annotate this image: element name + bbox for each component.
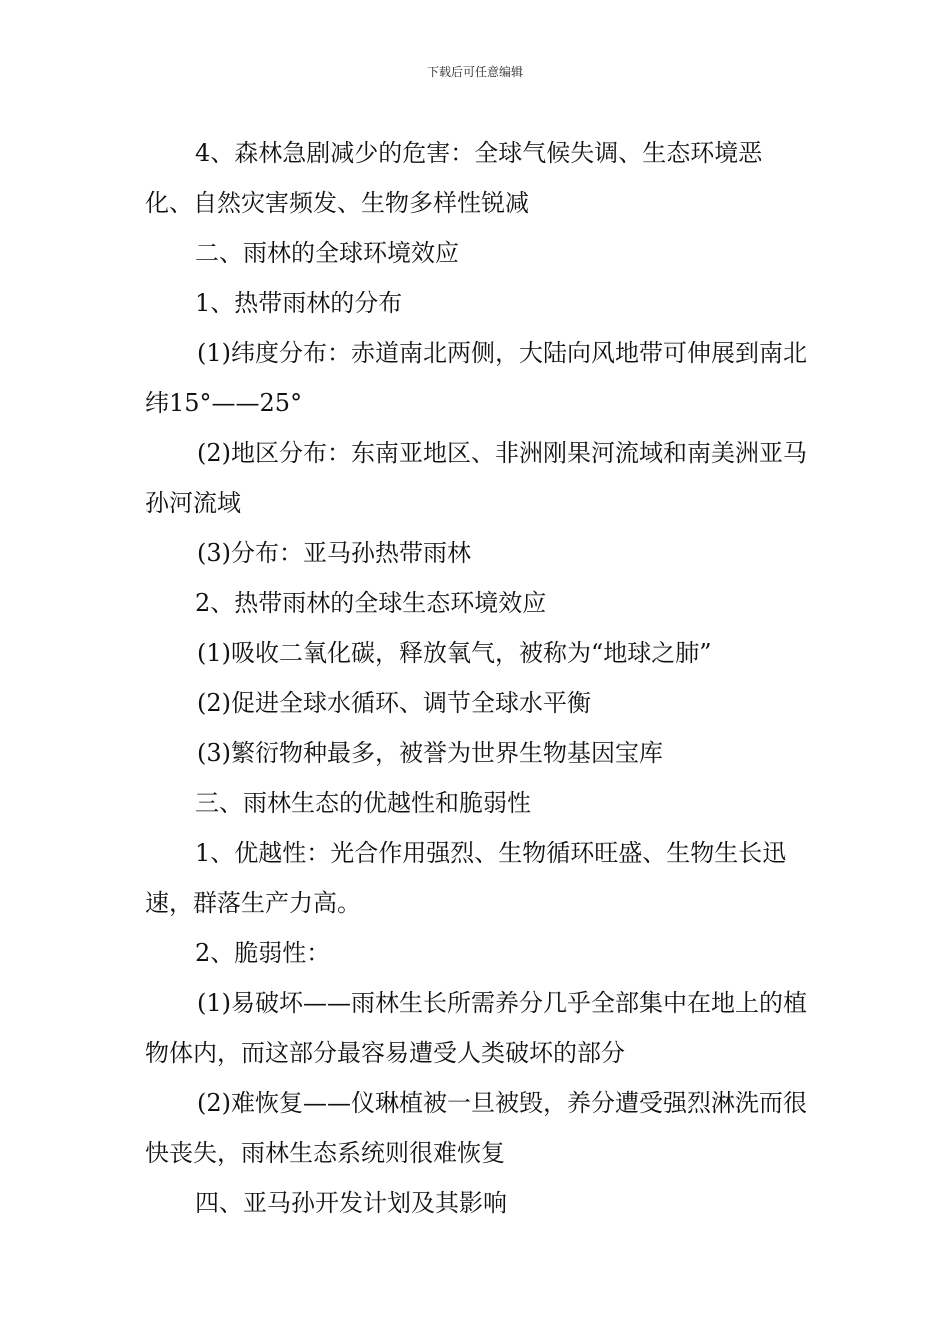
paragraph-absorb-co2: (1)吸收二氧化碳，释放氧气，被称为“地球之肺” bbox=[197, 639, 712, 667]
subheading-fragility: 2、脆弱性： bbox=[195, 939, 331, 967]
paragraph-latitude-distribution: (1)纬度分布：赤道南北两侧，大陆向风地带可伸展到南北纬15°——25° bbox=[145, 339, 807, 417]
subheading-eco-effect: 2、热带雨林的全球生态环境效应 bbox=[195, 589, 547, 617]
paragraph-forest-harm: 4、森林急剧减少的危害：全球气候失调、生态环境恶化、自然灾害频发、生物多样性锐减 bbox=[145, 139, 763, 217]
paragraph-species: (3)繁衍物种最多，被誉为世界生物基因宝库 bbox=[197, 739, 663, 767]
paragraph-superiority: 1、优越性：光合作用强烈、生物循环旺盛、生物生长迅速，群落生产力高。 bbox=[145, 839, 787, 917]
paragraph-region-distribution: (2)地区分布：东南亚地区、非洲刚果河流域和南美洲亚马孙河流域 bbox=[145, 439, 807, 517]
paragraph-hard-recover: (2)难恢复——仪琳植被一旦被毁，养分遭受强烈淋洗而很快丧失，雨林生态系统则很难恢复 bbox=[145, 1089, 807, 1167]
section-heading-4: 四、亚马孙开发计划及其影响 bbox=[195, 1189, 507, 1217]
paragraph-distribution: (3)分布：亚马孙热带雨林 bbox=[197, 539, 471, 567]
section-heading-2: 二、雨林的全球环境效应 bbox=[195, 239, 459, 267]
paragraph-easy-damage: (1)易破坏——雨林生长所需养分几乎全部集中在地上的植物体内，而这部分最容易遭受人类破坏的部分 bbox=[145, 989, 807, 1067]
page-header-note: 下载后可任意编辑 bbox=[426, 65, 523, 79]
subheading-distribution: 1、热带雨林的分布 bbox=[195, 289, 403, 317]
paragraph-water-cycle: (2)促进全球水循环、调节全球水平衡 bbox=[197, 689, 591, 717]
document-body bbox=[145, 128, 810, 1228]
section-heading-3: 三、雨林生态的优越性和脆弱性 bbox=[195, 789, 531, 817]
